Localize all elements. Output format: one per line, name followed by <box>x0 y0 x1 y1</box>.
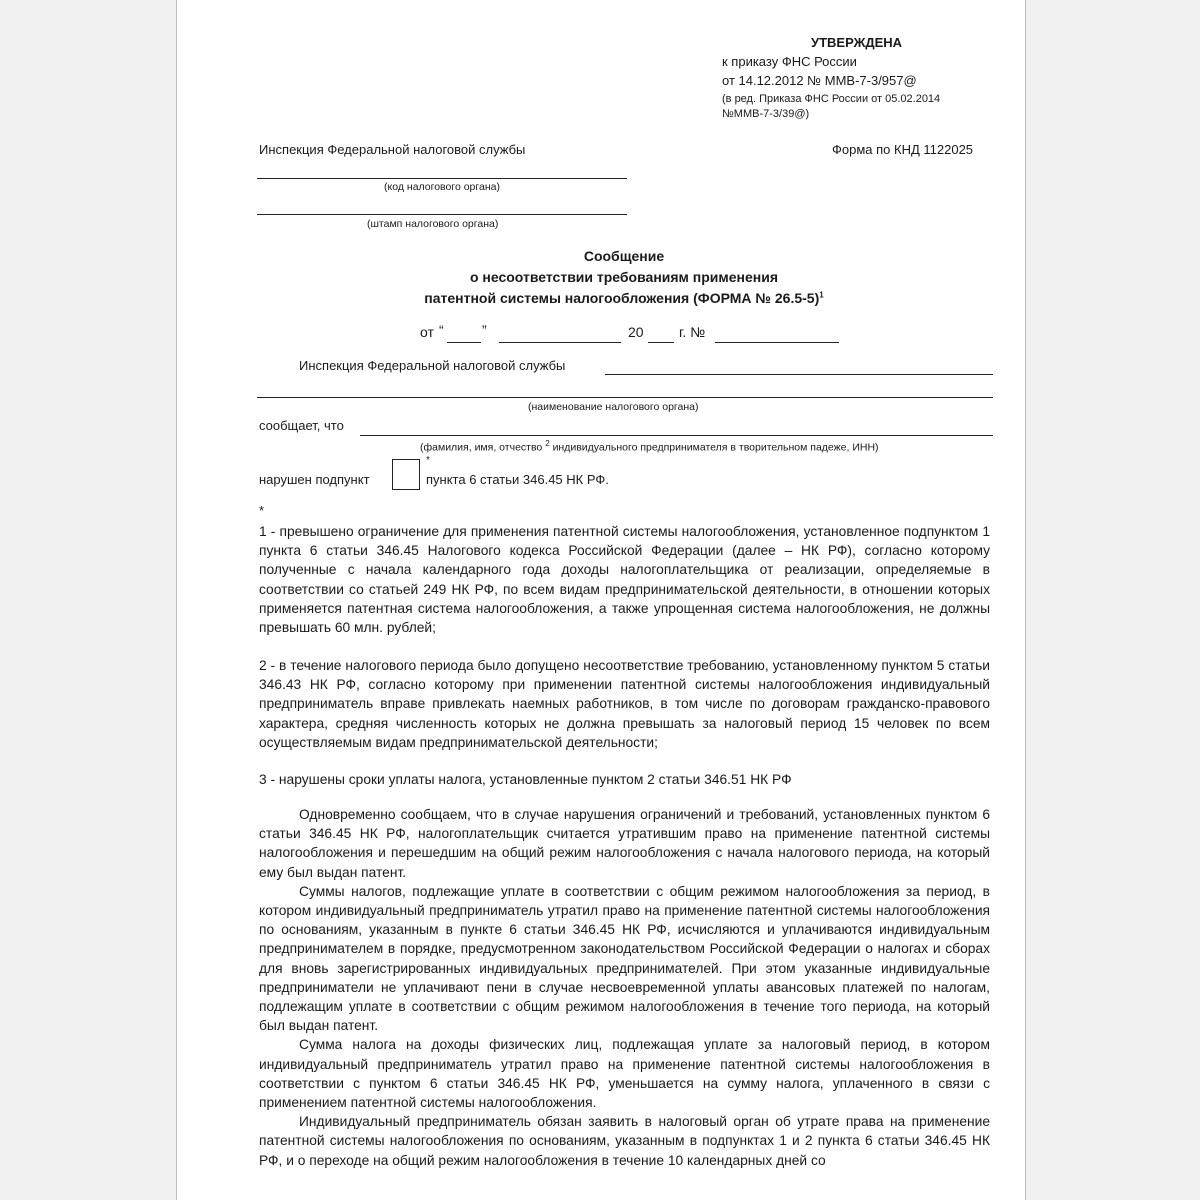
date-year-field[interactable] <box>648 342 674 343</box>
document-page <box>176 0 1026 1200</box>
inspection-name-field[interactable] <box>605 374 993 375</box>
violated-label: нарушен подпункт <box>259 472 370 487</box>
item-2: 2 - в течение налогового периода было допущено несоответствие требованию, установленному пунктом 5 статьи 346.43 НК РФ, согласно которому при применении патентной системы налогообложения индивидуальный предприниматель вправе привлекать наемных работников, в том числе по договорам гражданско-правового характера, средняя численность которых не должна превышать за налоговый период 15 человек по всем осуществляемым видам предпринимательской деятельности; <box>259 658 990 750</box>
approval-line-1: к приказу ФНС России <box>722 54 857 69</box>
date-year-prefix: 20 <box>628 324 644 340</box>
subparagraph-number-box[interactable] <box>392 459 420 490</box>
inspection-name-field-2[interactable] <box>257 397 993 398</box>
date-open-quote: “ <box>439 322 444 338</box>
explanation-paragraphs <box>259 805 990 1170</box>
body-inspection-label: Инспекция Федеральной налоговой службы <box>299 358 566 373</box>
doc-title-line-2: о несоответствии требованиям применения <box>469 269 779 285</box>
header-inspection: Инспекция Федеральной налоговой службы <box>259 142 526 157</box>
date-month-field[interactable] <box>499 342 621 343</box>
doc-title-line-1: Сообщение <box>583 248 665 264</box>
tax-office-code-caption: (код налогового органа) <box>384 181 500 193</box>
tax-office-stamp-caption: (штамп налогового органа) <box>367 218 499 230</box>
approval-title: УТВЕРЖДЕНА <box>811 35 903 50</box>
entrepreneur-field[interactable] <box>360 435 993 436</box>
approval-line-3: (в ред. Приказа ФНС России от 05.02.2014 <box>722 93 941 105</box>
document-number-field[interactable] <box>715 342 839 343</box>
violated-asterisk: * <box>426 455 430 466</box>
form-code: Форма по КНД 1122025 <box>832 142 974 157</box>
tax-office-code-line[interactable] <box>257 178 627 179</box>
paragraph-3: Сумма налога на доходы физических лиц, подлежащая уплате за налоговый период, в котором индивидуальный предприниматель утратил право на применение патентной системы налогообложения в соответствии с пунктом 6 статьи 346.45 НК РФ, уменьшается на сумму налога, уплаченного в связи с применением патентной системы налогообложения. <box>259 1037 990 1111</box>
doc-title-line-3 <box>259 290 989 306</box>
date-from-label: от <box>420 324 434 340</box>
approval-line-2: от 14.12.2012 № ММВ-7-3/957@ <box>722 73 917 88</box>
violated-rest: пункта 6 статьи 346.45 НК РФ. <box>426 472 609 487</box>
entrepreneur-caption-b: индивидуального предпринимателя в творительном падеже, ИНН) <box>552 441 879 454</box>
number-label: г. № <box>679 324 706 340</box>
date-day-field[interactable] <box>447 342 481 343</box>
reports-label: сообщает, что <box>259 418 344 433</box>
item-3: 3 - нарушены сроки уплаты налога, установленные пунктом 2 статьи 346.51 НК РФ <box>259 772 792 787</box>
paragraph-1: Одновременно сообщаем, что в случае нарушения ограничений и требований, установленных пунктом 6 статьи 346.45 НК РФ, налогоплательщик считается утратившим право на применение патентной системы налогообложения и перешедшим на общий режим налогообложения с начала налогового периода, на который ему был выдан патент. <box>259 807 990 880</box>
entrepreneur-caption-a: (фамилия, имя, отчество <box>420 441 543 454</box>
item-1: 1 - превышено ограничение для применения патентной системы налогообложения, установленное подпунктом 1 пункта 6 статьи 346.45 Налогового кодекса Российской Федерации (далее – НК РФ), согласно которому полученные с начала календарного года доходы налогоплательщика от реализации, определяемые в соответствии со статьей 249 НК РФ, по всем видам предпринимательской деятельности, в отношении которых применяется патентная система налогообложения, а также упрощенная система налогообложения, не должны превышать 60 млн. рублей; <box>259 524 990 636</box>
asterisk-note: * <box>259 503 265 518</box>
footnote-2-marker: 2 <box>545 439 550 448</box>
approval-line-4: №ММВ-7-3/39@) <box>722 108 810 120</box>
paragraph-4: Индивидуальный предприниматель обязан заявить в налоговый орган об утрате права на применение патентной системы налогообложения по основаниям, указанным в подпунктах 1 и 2 пункта 6 статьи 346.45 НК РФ, и о переходе на общий режим налогообложения в течение 10 календарных дней со <box>259 1114 990 1168</box>
tax-office-stamp-line[interactable] <box>257 214 627 215</box>
date-close-quote: ” <box>482 322 487 338</box>
entrepreneur-caption <box>420 439 879 454</box>
footnote-1-marker: 1 <box>819 290 824 300</box>
paragraph-2: Суммы налогов, подлежащие уплате в соответствии с общим режимом налогообложения за период, в котором индивидуальный предприниматель утратил право на применение патентной системы налогообложения по основаниям, указанным в пункте 6 статьи 346.45 НК РФ, исчисляются и уплачиваются индивидуальным предпринимателем в порядке, предусмотренном законодательством Российской Федерации о налогах и сборах для вновь зарегистрированных индивидуальных предпринимателей. При этом указанные индивидуальные предприниматели не уплачивают пени в случае несвоевременной уплаты авансовых платежей по налогам, подлежащим уплате в соответствии с общим режимом налогообложения в течение того периода, на который был выдан патент. <box>259 883 990 1034</box>
org-name-caption: (наименование налогового органа) <box>528 401 699 413</box>
doc-title-line-3-text: патентной системы налогообложения (ФОРМА № 26.5-5) <box>424 290 820 306</box>
